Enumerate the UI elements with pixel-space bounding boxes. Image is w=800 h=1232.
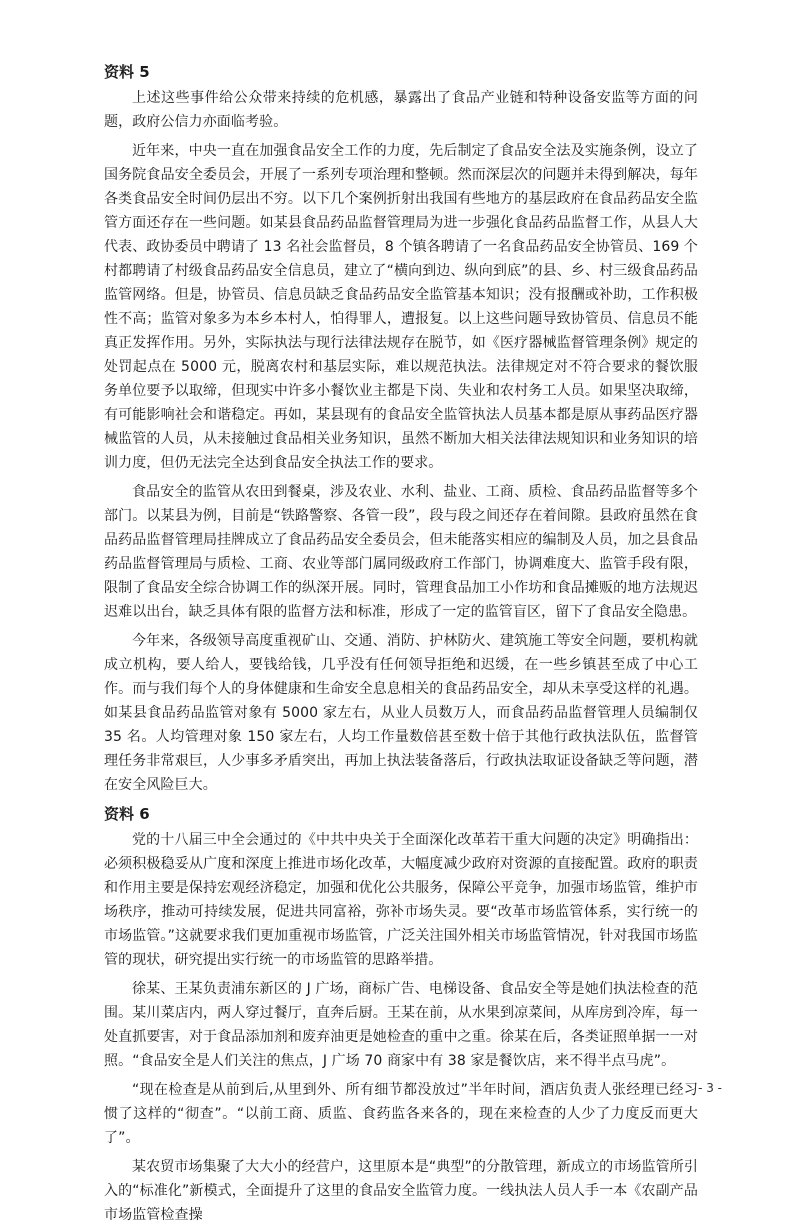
section5-paragraph-3: 食品安全的监管从农田到餐桌，涉及农业、水利、盐业、工商、质检、食品药品监督等多个部门。以某县为例，目前是“铁路警察、各管一段”，段与段之间还存在着间隙。县政府虽然在食品药品监督管理局挂牌成立了食品药品安全委员会，但未能落实相应的编制及人员，加之县食品药品监督管理局与质检、工商、农业等部门属同级政府工作部门，协调难度大、监管手段有限，限制了食品安全综合协调工作的纵深开展。同时，管理食品加工小作坊和食品摊贩的地方法规迟迟难以出台，缺乏具体有限的监督方法和标准，形成了一定的监管盲区，留下了食品安全隐患。 <box>104 484 698 620</box>
page-number: - 3 - <box>698 1081 722 1095</box>
section-heading-5: 资料 5 <box>104 63 150 81</box>
section6-paragraph-3: “现在检查是从前到后,从里到外、所有细节都没放过”半年时间，酒店负责人张经理已经习惯了这样的“彻查”。“以前工商、质监、食药监各来各的，现在来检查的人少了力度反而更大了”。 <box>104 1082 698 1146</box>
section6-paragraph-2: 徐某、王某负责浦东新区的 J 广场，商标广告、电梯设备、食品安全等是她们执法检查的范围。某川菜店内，两人穿过餐厅，直奔后厨。王某在前，从水果到凉菜间，从库房到冷库，每一处直抓要害，对于食品添加剂和废弃油更是她检查的重中之重。徐某在后，各类证照单据一一对照。“食品安全是人们关注的焦点，J 广场 70 商家中有 38 家是餐饮店，来不得半点马虎”。 <box>104 981 698 1069</box>
section5-paragraph-1: 上述这些事件给公众带来持续的危机感，暴露出了食品产业链和特种设备安监等方面的问题，政府公信力亦面临考验。 <box>104 90 698 130</box>
section-heading-6: 资料 6 <box>104 805 150 823</box>
section5-paragraph-4: 今年来，各级领导高度重视矿山、交通、消防、护林防火、建筑施工等安全问题，要机构就成立机构，要人给人，要钱给钱，几乎没有任何领导拒绝和迟缓，在一些乡镇甚至成了中心工作。而与我们每个人的身体健康和生命安全息息相关的食品药品安全，却从未享受这样的礼遇。如某县食品药品监管对象有 5000 家左右，从业人员数万人，而食品药品监督管理人员编制仅 35 名。人均管理对象 150 家左右，人均工作量数倍甚至数十倍于其他行政执法队伍，监督管理任务非常艰巨，人少事多矛盾突出，再加上执法装备落后，行政执法取证设备缺乏等问题，潜在安全风险巨大。 <box>104 633 698 793</box>
document-page <box>104 60 698 1232</box>
section5-paragraph-2: 近年来，中央一直在加强食品安全工作的力度，先后制定了食品安全法及实施条例，设立了国务院食品安全委员会，开展了一系列专项治理和整顿。然而深层次的问题并未得到解决，每年各类食品安全时间仍层出不穷。以下几个案例折射出我国有些地方的基层政府在食品药品安全监管方面还存在一些问题。如某县食品药品监督管理局为进一步强化食品药品监督工作，从县人大代表、政协委员中聘请了 13 名社会监督员，8 个镇各聘请了一名食品药品安全协管员、169 个村都聘请了村级食品药品安全信息员，建立了“横向到边、纵向到底”的县、乡、村三级食品药品监管网络。但是，协管员、信息员缺乏食品药品安全监管基本知识；没有报酬或补助，工作积极性不高；监管对象多为本乡本村人，怕得罪人，遭报复。以上这些问题导致协管员、信息员不能真正发挥作用。另外，实际执法与现行法律法规存在脱节，如《医疗器械监督管理条例》规定的处罚起点在 5000 元，脱离农村和基层实际，难以规范执法。法律规定对不符合要求的餐饮服务单位要予以取缔，但现实中许多小餐饮业主都是下岗、失业和农村务工人员。如果坚决取缔，有可能影响社会和谐稳定。再如，某县现有的食品安全监管执法人员基本都是原从事药品医疗器械监管的人员，从未接触过食品相关业务知识，虽然不断加大相关法律法规知识和业务知识的培训力度，但仍无法完全达到食品安全执法工作的要求。 <box>104 143 698 471</box>
section6-paragraph-1: 党的十八届三中全会通过的《中共中央关于全面深化改革若干重大问题的决定》明确指出：必须积极稳妥从广度和深度上推进市场化改革，大幅度减少政府对资源的直接配置。政府的职责和作用主要是保持宏观经济稳定，加强和优化公共服务，保障公平竞争，加强市场监管，维护市场秩序，推动可持续发展，促进共同富裕，弥补市场失灵。要“改革市场监管体系，实行统一的市场监管。”这就要求我们更加重视市场监管，广泛关注国外相关市场监管情况，针对我国市场监管的现状，研究提出实行统一的市场监管的思路举措。 <box>104 832 698 968</box>
section6-paragraph-4: 某农贸市场集聚了大大小的经营户，这里原本是“典型”的分散管理，新成立的市场监管所引入的“标准化”新模式，全面提升了这里的食品安全监管力度。一线执法人员人手一本《农副产品市场监管检查操 <box>104 1159 698 1223</box>
